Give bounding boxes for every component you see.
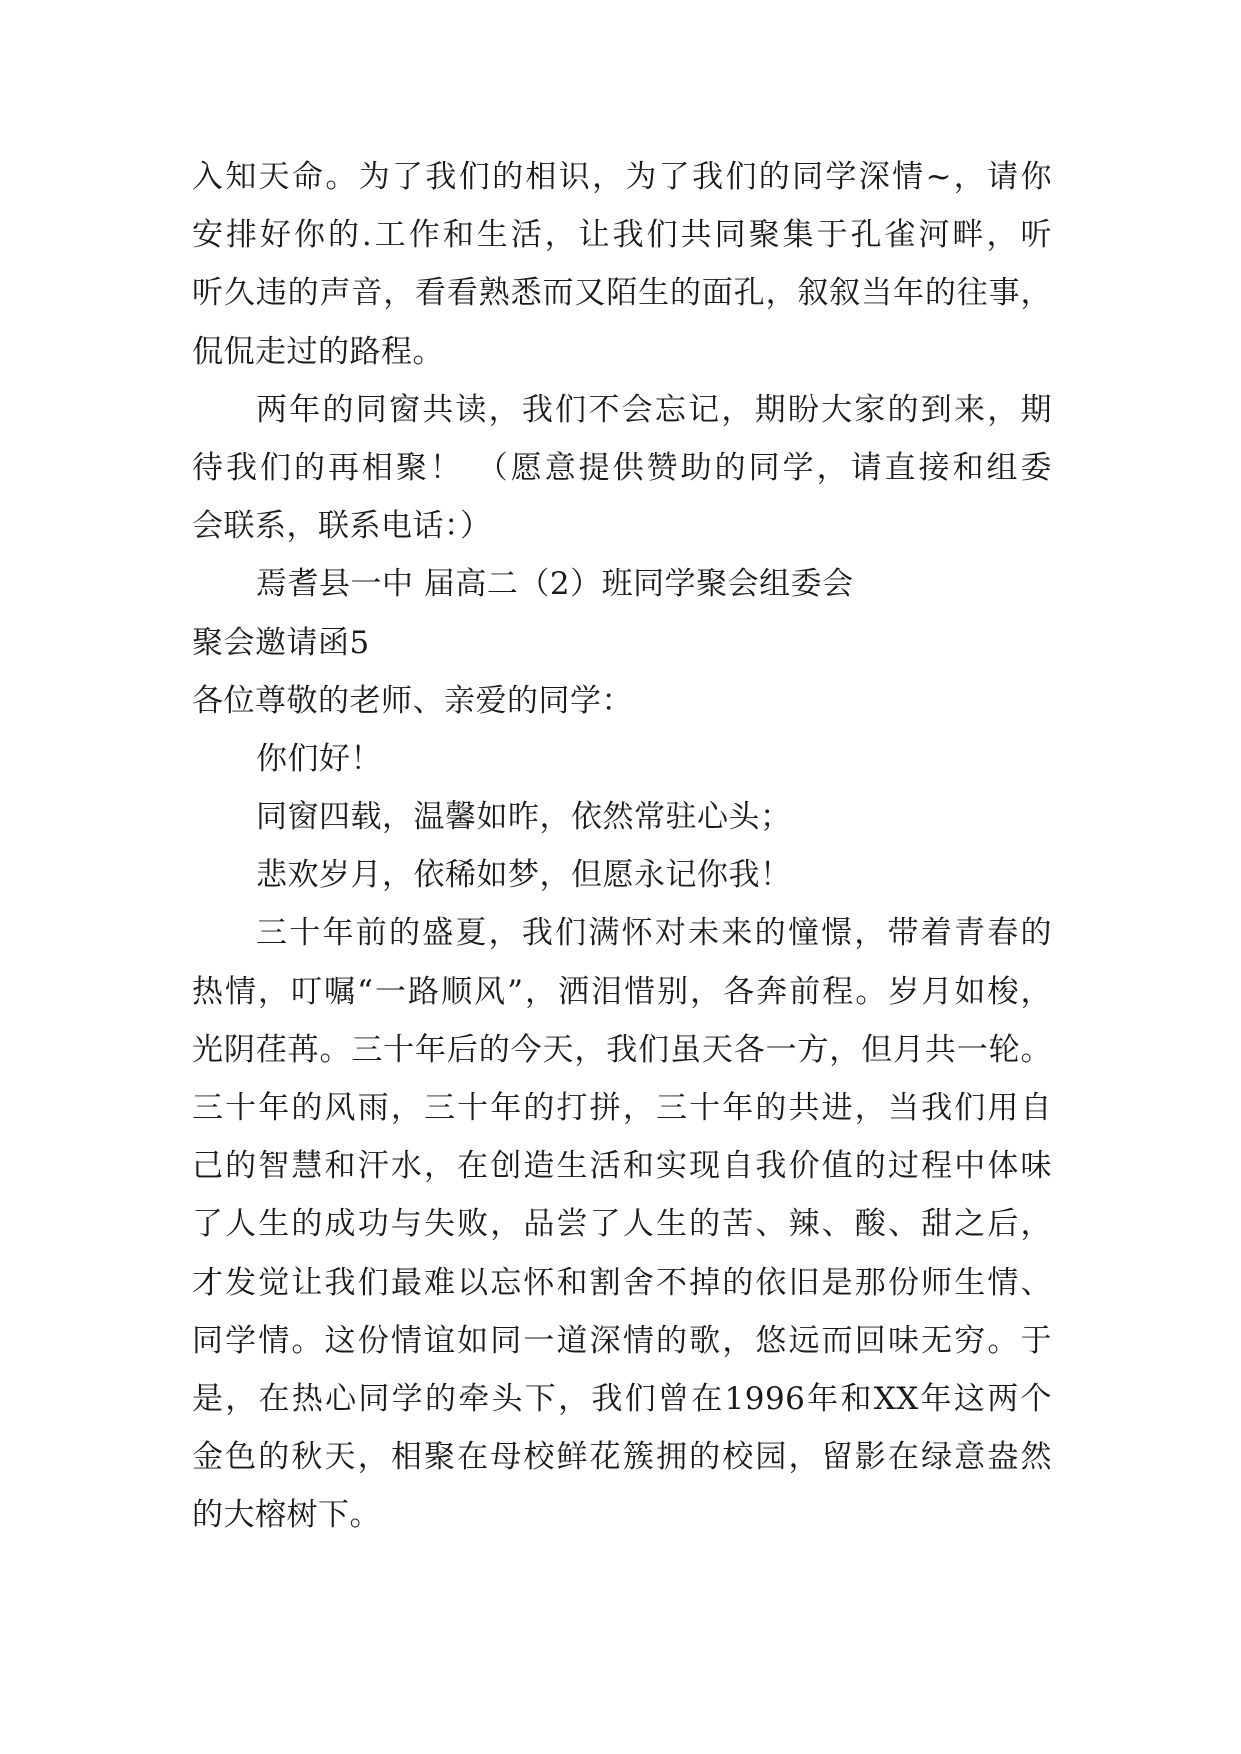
document-body xyxy=(192,148,1052,1545)
text-line: 听久违的声音，看看熟悉而又陌生的面孔，叙叙当年的往事， xyxy=(192,275,1052,312)
text-line: 同学情。这份情谊如同一道深情的歌，悠远而回味无穷。于 xyxy=(192,1322,1052,1359)
section-title: 聚会邀请函5 xyxy=(192,624,370,661)
signature-line: 焉耆县一中 届高二（2）班同学聚会组委会 xyxy=(256,566,854,603)
salutation: 各位尊敬的老师、亲爱的同学： xyxy=(192,682,633,719)
text-line: 热情，叮嘱“一路顺风”，洒泪惜别，各奔前程。岁月如梭， xyxy=(192,973,1052,1010)
text-line: 了人生的成功与失败，品尝了人生的苦、辣、酸、甜之后， xyxy=(192,1206,1052,1243)
text-line: 入知天命。为了我们的相识，为了我们的同学深情~，请你 xyxy=(192,159,1052,195)
text-line: 己的智慧和汗水，在创造生活和实现自我价值的过程中体味 xyxy=(192,1148,1052,1185)
paragraph-line: 三十年前的盛夏，我们满怀对未来的憧憬，带着青春的 xyxy=(256,915,1052,952)
text-line: 待我们的再相聚！ （愿意提供赞助的同学，请直接和组委 xyxy=(192,449,1052,486)
paragraph-line: 两年的同窗共读，我们不会忘记，期盼大家的到来，期 xyxy=(256,391,1052,428)
text-line: 安排好你的.工作和生活，让我们共同聚集于孔雀河畔，听 xyxy=(192,217,1052,254)
text-line: 同窗四载，温馨如昨，依然常驻心头； xyxy=(256,799,792,836)
text-line: 金色的秋天，相聚在母校鲜花簇拥的校园，留影在绿意盎然 xyxy=(192,1439,1052,1476)
text-line: 三十年的风雨，三十年的打拼，三十年的共进，当我们用自 xyxy=(192,1090,1052,1126)
text-line: 侃侃走过的路程。 xyxy=(192,333,444,370)
text-line: 才发觉让我们最难以忘怀和割舍不掉的依旧是那份师生情、 xyxy=(192,1264,1052,1301)
text-line: 光阴荏苒。三十年后的今天，我们虽天各一方，但月共一轮。 xyxy=(192,1031,1052,1068)
text-line: 悲欢岁月，依稀如梦，但愿永记你我！ xyxy=(256,857,792,894)
greeting: 你们好！ xyxy=(256,740,382,777)
text-line: 的大榕树下。 xyxy=(192,1497,381,1534)
text-line: 是，在热心同学的牵头下，我们曾在1996年和XX年这两个 xyxy=(192,1380,1052,1417)
text-line: 会联系，联系电话：） xyxy=(192,508,492,545)
